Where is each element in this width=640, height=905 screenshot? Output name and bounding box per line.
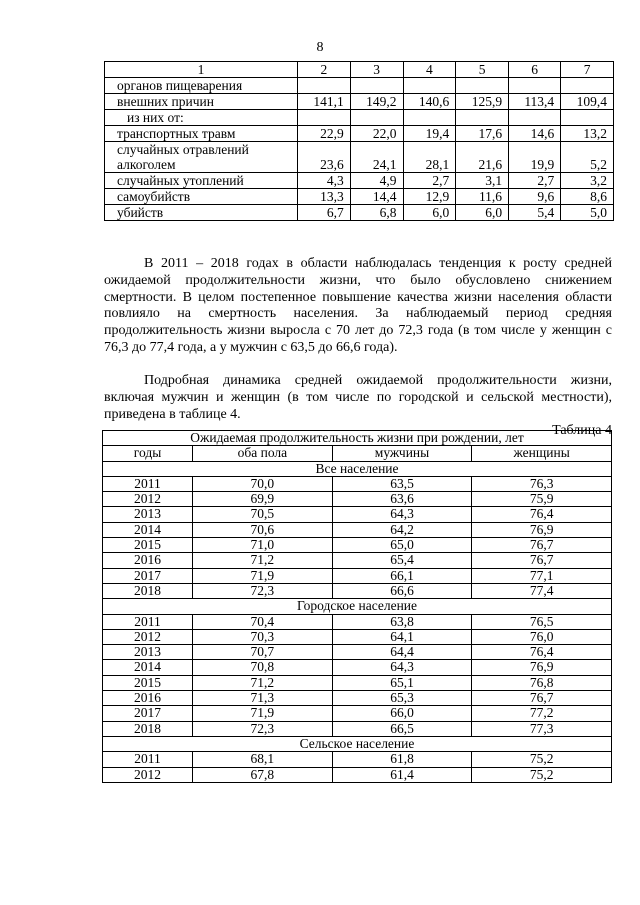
cell-value: 14,4 bbox=[350, 189, 403, 205]
cell-value: 66,6 bbox=[332, 583, 472, 598]
year-cell: 2018 bbox=[103, 583, 193, 598]
table-row bbox=[103, 645, 612, 660]
cell-value: 140,6 bbox=[403, 94, 456, 110]
cell-value: 66,1 bbox=[332, 568, 472, 583]
cell-value bbox=[456, 110, 509, 126]
cell-value: 76,7 bbox=[472, 538, 612, 553]
cell-value bbox=[350, 78, 403, 94]
cell-value: 65,4 bbox=[332, 553, 472, 568]
cell-value bbox=[509, 78, 561, 94]
cell-value: 61,4 bbox=[332, 767, 472, 782]
column-header: 4 bbox=[403, 62, 456, 78]
year-cell: 2015 bbox=[103, 675, 193, 690]
cell-value: 67,8 bbox=[193, 767, 333, 782]
cell-value: 76,4 bbox=[472, 507, 612, 522]
table-row bbox=[105, 189, 614, 205]
column-header: 2 bbox=[298, 62, 351, 78]
table-row bbox=[103, 583, 612, 598]
table-row bbox=[103, 675, 612, 690]
cell-value: 71,2 bbox=[193, 675, 333, 690]
cell-value: 76,7 bbox=[472, 691, 612, 706]
cell-value: 6,7 bbox=[298, 205, 351, 221]
cell-value: 4,3 bbox=[298, 173, 351, 189]
cell-value: 64,4 bbox=[332, 645, 472, 660]
year-cell: 2011 bbox=[103, 614, 193, 629]
year-cell: 2016 bbox=[103, 553, 193, 568]
year-cell: 2014 bbox=[103, 522, 193, 537]
row-label: самоубийств bbox=[105, 189, 298, 205]
column-header: женщины bbox=[472, 446, 612, 461]
year-cell: 2013 bbox=[103, 645, 193, 660]
cell-value: 63,6 bbox=[332, 492, 472, 507]
year-cell: 2018 bbox=[103, 721, 193, 736]
cell-value: 72,3 bbox=[193, 721, 333, 736]
paragraph-table-reference bbox=[104, 373, 612, 423]
cell-value: 2,7 bbox=[509, 173, 561, 189]
table-row bbox=[103, 660, 612, 675]
table-row bbox=[103, 706, 612, 721]
cell-value: 5,2 bbox=[561, 142, 614, 173]
table-header-row bbox=[105, 62, 614, 78]
cell-value bbox=[350, 110, 403, 126]
table-row bbox=[103, 767, 612, 782]
cell-value bbox=[509, 110, 561, 126]
table-row bbox=[105, 126, 614, 142]
cell-value: 75,9 bbox=[472, 492, 612, 507]
cell-value: 76,9 bbox=[472, 522, 612, 537]
cell-value: 5,4 bbox=[509, 205, 561, 221]
row-label: внешних причин bbox=[105, 94, 298, 110]
mortality-causes-table bbox=[104, 61, 614, 221]
cell-value: 6,0 bbox=[456, 205, 509, 221]
cell-value: 61,8 bbox=[332, 752, 472, 767]
table-header-row bbox=[103, 446, 612, 461]
table-title: Ожидаемая продолжительность жизни при рождении, лет bbox=[103, 431, 612, 446]
life-expectancy-table bbox=[102, 430, 612, 783]
cell-value: 70,4 bbox=[193, 614, 333, 629]
column-header: оба пола bbox=[193, 446, 333, 461]
table-row bbox=[103, 568, 612, 583]
row-label: случайных утоплений bbox=[105, 173, 298, 189]
table-row bbox=[103, 538, 612, 553]
cell-value: 63,8 bbox=[332, 614, 472, 629]
cell-value bbox=[298, 110, 351, 126]
cell-value: 77,1 bbox=[472, 568, 612, 583]
cell-value: 71,3 bbox=[193, 691, 333, 706]
column-header: 6 bbox=[509, 62, 561, 78]
year-cell: 2017 bbox=[103, 706, 193, 721]
cell-value: 76,9 bbox=[472, 660, 612, 675]
year-cell: 2017 bbox=[103, 568, 193, 583]
table-row bbox=[103, 721, 612, 736]
cell-value: 72,3 bbox=[193, 583, 333, 598]
cell-value: 76,0 bbox=[472, 629, 612, 644]
cell-value: 3,1 bbox=[456, 173, 509, 189]
year-cell: 2015 bbox=[103, 538, 193, 553]
cell-value: 70,0 bbox=[193, 476, 333, 491]
cell-value: 5,0 bbox=[561, 205, 614, 221]
cell-value: 70,3 bbox=[193, 629, 333, 644]
table-row bbox=[103, 553, 612, 568]
row-label: транспортных травм bbox=[105, 126, 298, 142]
column-header: 1 bbox=[105, 62, 298, 78]
cell-value: 70,5 bbox=[193, 507, 333, 522]
year-cell: 2013 bbox=[103, 507, 193, 522]
table-row bbox=[103, 629, 612, 644]
cell-value: 71,2 bbox=[193, 553, 333, 568]
section-header: Сельское население bbox=[103, 736, 612, 751]
cell-value: 64,3 bbox=[332, 660, 472, 675]
table-row bbox=[103, 492, 612, 507]
cell-value: 9,6 bbox=[509, 189, 561, 205]
section-header: Городское население bbox=[103, 599, 612, 614]
cell-value: 6,0 bbox=[403, 205, 456, 221]
section-header: Все население bbox=[103, 461, 612, 476]
cell-value: 77,4 bbox=[472, 583, 612, 598]
cell-value: 76,7 bbox=[472, 553, 612, 568]
year-cell: 2012 bbox=[103, 492, 193, 507]
cell-value: 77,3 bbox=[472, 721, 612, 736]
row-label: из них от: bbox=[105, 110, 298, 126]
table-row bbox=[103, 476, 612, 491]
column-header: 3 bbox=[350, 62, 403, 78]
cell-value: 4,9 bbox=[350, 173, 403, 189]
cell-value bbox=[561, 110, 614, 126]
cell-value: 6,8 bbox=[350, 205, 403, 221]
cell-value: 11,6 bbox=[456, 189, 509, 205]
cell-value bbox=[561, 78, 614, 94]
column-header: мужчины bbox=[332, 446, 472, 461]
column-header: 5 bbox=[456, 62, 509, 78]
cell-value: 149,2 bbox=[350, 94, 403, 110]
year-cell: 2016 bbox=[103, 691, 193, 706]
cell-value bbox=[403, 78, 456, 94]
cell-value: 2,7 bbox=[403, 173, 456, 189]
cell-value: 13,2 bbox=[561, 126, 614, 142]
cell-value: 63,5 bbox=[332, 476, 472, 491]
cell-value: 69,9 bbox=[193, 492, 333, 507]
cell-value: 22,0 bbox=[350, 126, 403, 142]
paragraph-text: В 2011 – 2018 годах в области наблюдалась тенденция к росту средней ожидаемой продолжительности жизни, что было обусловлено снижением смертности. В целом постепенное повышение качества жизни населения области повлияло на смертность населения. За наблюдаемый период средняя продолжительность жизни выросла с 70 лет до 72,3 года (в том числе у женщин с 76,3 до 77,4 года, а у мужчин с 63,5 до 66,6 года). bbox=[104, 256, 612, 355]
cell-value: 68,1 bbox=[193, 752, 333, 767]
cell-value: 125,9 bbox=[456, 94, 509, 110]
cell-value: 17,6 bbox=[456, 126, 509, 142]
cell-value: 21,6 bbox=[456, 142, 509, 173]
table-caption: Таблица 4 bbox=[552, 423, 612, 438]
cell-value bbox=[298, 78, 351, 94]
cell-value: 76,4 bbox=[472, 645, 612, 660]
table-row bbox=[103, 614, 612, 629]
year-cell: 2011 bbox=[103, 752, 193, 767]
cell-value: 13,3 bbox=[298, 189, 351, 205]
cell-value: 71,9 bbox=[193, 568, 333, 583]
cell-value: 19,4 bbox=[403, 126, 456, 142]
cell-value: 76,3 bbox=[472, 476, 612, 491]
column-header: годы bbox=[103, 446, 193, 461]
cell-value: 65,0 bbox=[332, 538, 472, 553]
paragraph-life-expectancy-trend bbox=[104, 256, 612, 357]
cell-value: 64,3 bbox=[332, 507, 472, 522]
cell-value: 113,4 bbox=[509, 94, 561, 110]
cell-value bbox=[403, 110, 456, 126]
cell-value: 65,1 bbox=[332, 675, 472, 690]
cell-value: 65,3 bbox=[332, 691, 472, 706]
cell-value: 64,2 bbox=[332, 522, 472, 537]
cell-value: 109,4 bbox=[561, 94, 614, 110]
row-label: убийств bbox=[105, 205, 298, 221]
cell-value: 70,6 bbox=[193, 522, 333, 537]
table-row bbox=[103, 522, 612, 537]
table-row bbox=[105, 205, 614, 221]
cell-value: 71,9 bbox=[193, 706, 333, 721]
cell-value: 19,9 bbox=[509, 142, 561, 173]
cell-value: 64,1 bbox=[332, 629, 472, 644]
cell-value: 70,8 bbox=[193, 660, 333, 675]
table-row bbox=[105, 142, 614, 173]
cell-value: 23,6 bbox=[298, 142, 351, 173]
year-cell: 2014 bbox=[103, 660, 193, 675]
cell-value: 141,1 bbox=[298, 94, 351, 110]
cell-value: 28,1 bbox=[403, 142, 456, 173]
row-label: органов пищеварения bbox=[105, 78, 298, 94]
table-row bbox=[103, 691, 612, 706]
table-row bbox=[103, 752, 612, 767]
cell-value: 75,2 bbox=[472, 752, 612, 767]
page-number: 8 bbox=[316, 40, 324, 55]
cell-value: 76,5 bbox=[472, 614, 612, 629]
year-cell: 2012 bbox=[103, 767, 193, 782]
cell-value bbox=[456, 78, 509, 94]
row-label: случайных отравлений алкоголем bbox=[105, 142, 298, 173]
cell-value: 14,6 bbox=[509, 126, 561, 142]
table-row bbox=[105, 94, 614, 110]
table-row bbox=[103, 507, 612, 522]
table-row bbox=[105, 78, 614, 94]
cell-value: 22,9 bbox=[298, 126, 351, 142]
year-cell: 2012 bbox=[103, 629, 193, 644]
cell-value: 12,9 bbox=[403, 189, 456, 205]
cell-value: 8,6 bbox=[561, 189, 614, 205]
cell-value: 24,1 bbox=[350, 142, 403, 173]
paragraph-text: Подробная динамика средней ожидаемой продолжительности жизни, включая мужчин и женщин (в том числе по городской и сельской местности), приведена в таблице 4. bbox=[104, 373, 612, 422]
cell-value: 66,5 bbox=[332, 721, 472, 736]
table-row bbox=[105, 110, 614, 126]
cell-value: 3,2 bbox=[561, 173, 614, 189]
cell-value: 71,0 bbox=[193, 538, 333, 553]
cell-value: 75,2 bbox=[472, 767, 612, 782]
year-cell: 2011 bbox=[103, 476, 193, 491]
cell-value: 76,8 bbox=[472, 675, 612, 690]
cell-value: 77,2 bbox=[472, 706, 612, 721]
cell-value: 66,0 bbox=[332, 706, 472, 721]
table-row bbox=[105, 173, 614, 189]
column-header: 7 bbox=[561, 62, 614, 78]
cell-value: 70,7 bbox=[193, 645, 333, 660]
